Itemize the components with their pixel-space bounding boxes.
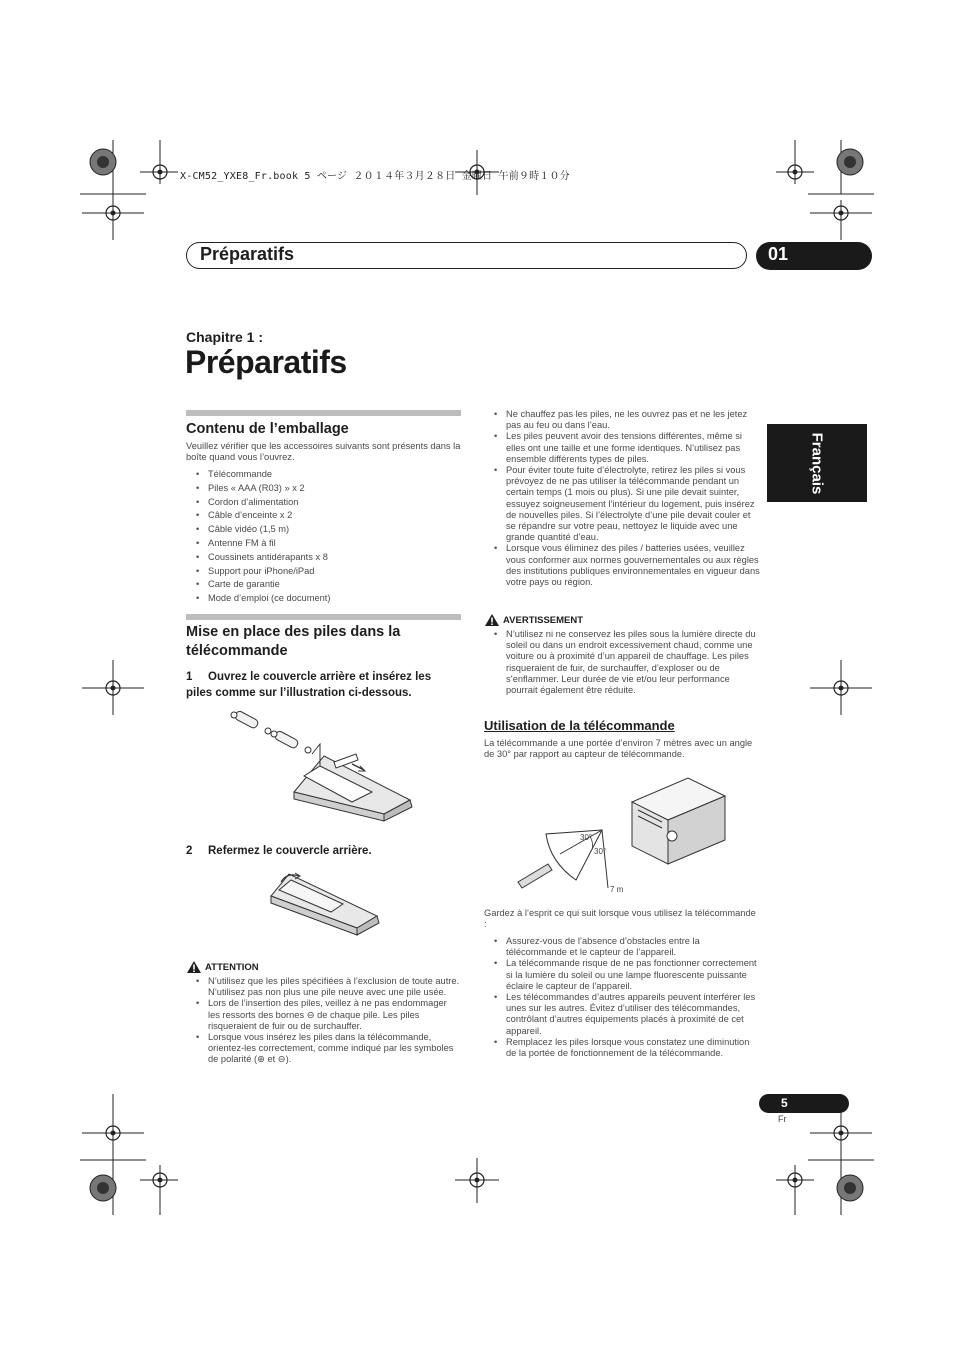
print-header: X-CM52_YXE8_Fr.book 5 ページ ２０１４年３月２８日 金曜日 午前９時１０分: [180, 171, 570, 182]
step-2-text: Refermez le couvercle arrière.: [208, 845, 372, 857]
caution-list: [186, 976, 461, 1066]
list-item: • Antenne FM à fil: [186, 538, 461, 549]
list-item: • Piles « AAA (R03) » x 2: [186, 483, 461, 494]
angle-top-label: 30°: [580, 833, 593, 842]
list-item: • Coussinets antidérapants x 8: [186, 552, 461, 563]
battery-safety-list: [484, 409, 760, 588]
list-item: • Les télécommandes d’autres appareils peuvent interférer les unes sur les autres. Évitez d’utiliser des télécommandes, contrôlant d’autres équipements placés à proximité de cet appareil.: [484, 992, 760, 1037]
list-item: • Lorsque vous éliminez des piles / batteries usées, veuillez vous conformer aux normes gouvernementales ou aux règles des institutions publiques environnementales en vigueur dans votre pays ou région.: [484, 543, 760, 588]
section-rule: [186, 410, 461, 416]
warning-triangle-icon: [186, 960, 202, 974]
language-tab-label: Français: [808, 432, 826, 494]
section-tab-number: 01: [756, 242, 872, 270]
step-2-number: 2: [186, 845, 193, 857]
remote-range-diagram: [510, 772, 740, 897]
page-language: Fr: [778, 1114, 787, 1124]
list-item: • Cordon d’alimentation: [186, 497, 461, 508]
warning-list: [484, 629, 760, 696]
cover-close-illustration: [265, 866, 381, 936]
list-item: • La télécommande risque de ne pas fonctionner correctement si la lumière du soleil ou une lampe fluorescente puissante éclaire le capteur de l’appareil.: [484, 958, 760, 992]
contents-heading: Contenu de l’emballage: [186, 421, 349, 437]
list-item: • Les piles peuvent avoir des tensions différentes, même si elles ont une taille et une forme identiques. N’utilisez pas ensemble différents types de piles.: [484, 431, 760, 465]
list-item: • Lorsque vous insérez les piles dans la télécommande, orientez-les correctement, comme indiqué par les symboles de polarité (⊕ et ⊖).: [186, 1032, 461, 1066]
remote-tips-list: [484, 936, 760, 1059]
remote-use-note: Gardez à l’esprit ce qui suit lorsque vous utilisez la télécommande :: [484, 908, 756, 930]
batteries-heading: Mise en place des piles dans la télécommande: [186, 624, 401, 659]
step-1-text: Ouvrez le couvercle arrière et insérez les piles comme sur l’illustration ci-dessous.: [186, 671, 432, 699]
contents-list: [186, 469, 461, 607]
chapter-title: Préparatifs: [185, 344, 347, 380]
warning-label: AVERTISSEMENT: [503, 614, 584, 626]
page-number: 5: [759, 1094, 849, 1113]
warning-heading: [484, 613, 583, 627]
remote-use-intro: La télécommande a une portée d’environ 7 mètres avec un angle de 30° par rapport au capteur de télécommande.: [484, 738, 753, 760]
step-1: [186, 669, 456, 701]
list-item: • Lors de l’insertion des piles, veillez à ne pas endommager les ressorts des bornes ⊖ de chaque pile. Les piles risqueraient de fuir ou de surchauffer.: [186, 998, 461, 1032]
caution-label: ATTENTION: [205, 961, 259, 973]
list-item: • Mode d’emploi (ce document): [186, 593, 461, 604]
section-rule: [186, 614, 461, 620]
angle-bottom-label: 30°: [594, 847, 607, 856]
list-item: • Câble d’enceinte x 2: [186, 510, 461, 521]
list-item: • N’utilisez ni ne conservez les piles sous la lumière directe du soleil ou dans un endroit excessivement chaud, comme une voiture ou à proximité d’un appareil de chauffage. Les piles risqueraient de fuir, de surchauffer, d’exploser ou de s’enflammer. Leur durée de vie et/ou leur performance pourrait également être réduite.: [484, 629, 760, 696]
list-item: • Pour éviter toute fuite d’électrolyte, retirez les piles si vous prévoyez de ne pas utiliser la télécommande pendant un certain temps (1 mois ou plus). Si une pile devait suinter, essuyez soigneusement l’intérieur du logement, puis insérez de nouvelles piles. Si l’électrolyte d’une pile devait couler et se répandre sur votre peau, nettoyez le liquide avec une grande quantité d’eau.: [484, 465, 760, 543]
language-tab: [767, 424, 867, 502]
list-item: • N’utilisez que les piles spécifiées à l’exclusion de toute autre. N’utilisez pas non plus une pile neuve avec une pile usée.: [186, 976, 461, 998]
list-item: • Câble vidéo (1,5 m): [186, 524, 461, 535]
list-item: • Carte de garantie: [186, 579, 461, 590]
list-item: • Assurez-vous de l’absence d’obstacles entre la télécommande et le capteur de l’appareil.: [484, 936, 760, 958]
warning-triangle-icon: [484, 613, 500, 627]
list-item: • Remplacez les piles lorsque vous constatez une diminution de la portée de fonctionnement de la télécommande.: [484, 1037, 760, 1059]
section-tab-title: Préparatifs: [200, 244, 295, 264]
caution-heading: [186, 960, 259, 974]
list-item: • Support pour iPhone/iPad: [186, 566, 461, 577]
distance-label: 7 m: [610, 885, 624, 894]
list-item: • Télécommande: [186, 469, 461, 480]
step-2: [186, 843, 456, 859]
step-1-number: 1: [186, 671, 193, 683]
list-item: • Ne chauffez pas les piles, ne les ouvrez pas et ne les jetez pas au feu ou dans l’eau.: [484, 409, 760, 431]
battery-insert-illustration: [224, 704, 424, 834]
remote-use-heading: Utilisation de la télécommande: [484, 718, 675, 733]
contents-intro: Veuillez vérifier que les accessoires suivants sont présents dans la boîte quand vous l’ouvrez.: [186, 441, 461, 463]
chapter-label: Chapitre 1 :: [186, 329, 264, 345]
